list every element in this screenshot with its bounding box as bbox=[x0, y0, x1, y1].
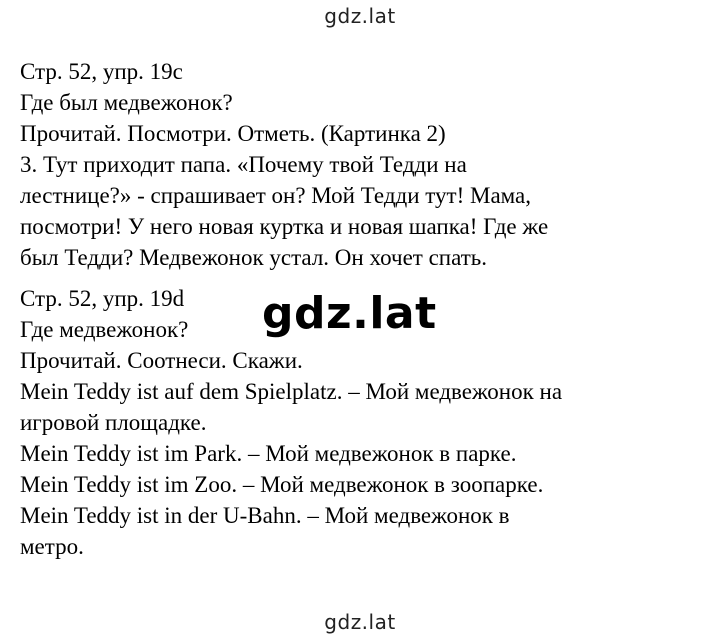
answer-line: 3. Тут приходит папа. «Почему твой Тедди на bbox=[20, 152, 467, 177]
answer-line: посмотри! У него новая куртка и новая шапка! Где же bbox=[20, 214, 549, 239]
exercise-title: Стр. 52, упр. 19d bbox=[20, 286, 185, 311]
answer-line: был Тедди? Медвежонок устал. Он хочет спать. bbox=[20, 245, 487, 270]
answer-line: игровой площадке. bbox=[20, 410, 207, 435]
watermark-top: gdz.lat bbox=[324, 4, 396, 28]
exercise-question: Где медвежонок? bbox=[20, 317, 189, 342]
answer-line: Mein Teddy ist im Zoo. – Мой медвежонок в зоопарке. bbox=[20, 472, 544, 497]
exercise-title: Стр. 52, упр. 19c bbox=[20, 59, 183, 84]
exercise-question: Где был медвежонок? bbox=[20, 90, 233, 115]
answer-line: метро. bbox=[20, 534, 84, 559]
answer-line: Mein Teddy ist im Park. – Мой медвежонок в парке. bbox=[20, 441, 517, 466]
exercise-instruction: Прочитай. Посмотри. Отметь. (Картинка 2) bbox=[20, 121, 446, 146]
answer-line: Mein Teddy ist auf dem Spielplatz. – Мой медвежонок на bbox=[20, 379, 563, 404]
answer-line: лестнице?» - спрашивает он? Мой Тедди тут! Мама, bbox=[20, 183, 532, 208]
watermark-bottom: gdz.lat bbox=[324, 610, 396, 634]
watermark-middle: gdz.lat bbox=[262, 288, 437, 339]
exercise-instruction: Прочитай. Соотнеси. Скажи. bbox=[20, 348, 303, 373]
exercise-19c bbox=[20, 56, 710, 273]
answer-line: Mein Teddy ist in der U-Bahn. – Мой медвежонок в bbox=[20, 503, 510, 528]
